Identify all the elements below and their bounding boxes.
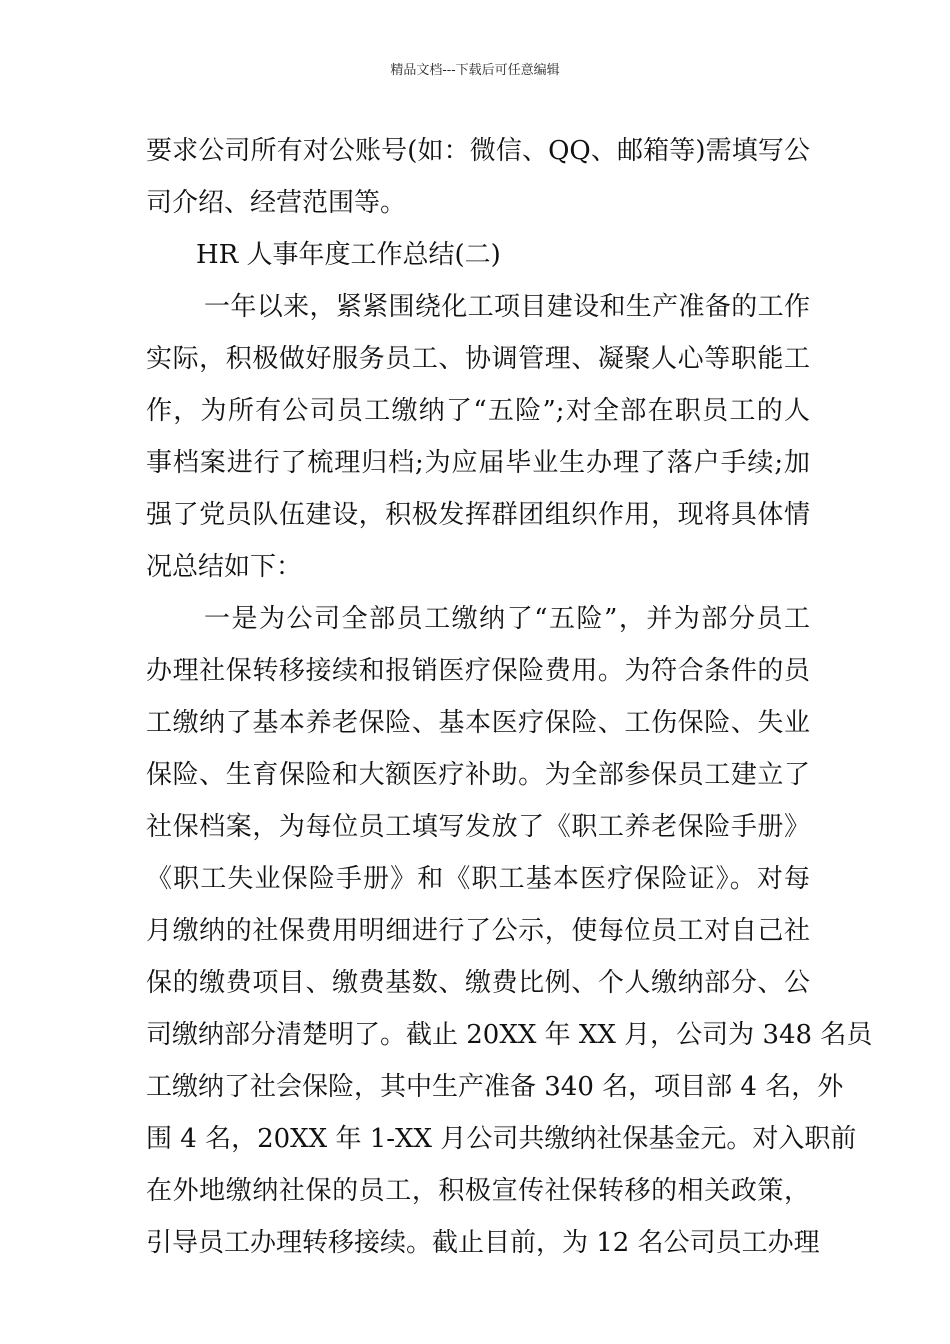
section-heading: HR 人事年度工作总结(二): [196, 240, 501, 270]
paragraph-line: 在外地缴纳社保的员工，积极宣传社保转移的相关政策，: [146, 1176, 810, 1206]
paragraph-line: 引导员工办理转移接续。截止目前，为 12 名公司员工办理: [146, 1228, 820, 1258]
paragraph-line: 月缴纳的社保费用明细进行了公示，使每位员工对自己社: [146, 916, 810, 946]
paragraph-line: 保的缴费项目、缴费基数、缴费比例、个人缴纳部分、公: [146, 968, 810, 998]
paragraph-line: 办理社保转移接续和报销医疗保险费用。为符合条件的员: [146, 656, 810, 686]
paragraph-line: 事档案进行了梳理归档;为应届毕业生办理了落户手续;加: [146, 448, 810, 478]
paragraph-line: 作，为所有公司员工缴纳了“五险”;对全部在职员工的人: [146, 396, 810, 426]
paragraph-line: 一年以来，紧紧围绕化工项目建设和生产准备的工作: [204, 292, 810, 322]
page-header-watermark: 精品文档---下载后可任意编辑: [390, 63, 560, 78]
paragraph-line: 一是为公司全部员工缴纳了“五险”，并为部分员工: [204, 604, 810, 634]
paragraph-line: 司缴纳部分清楚明了。截止 20XX 年 XX 月，公司为 348 名员: [146, 1020, 873, 1050]
paragraph-line: 强了党员队伍建设，积极发挥群团组织作用，现将具体情: [146, 500, 810, 530]
paragraph-line: 工缴纳了社会保险，其中生产准备 340 名，项目部 4 名，外: [146, 1072, 844, 1102]
document-body: [146, 125, 873, 1269]
paragraph-line: 社保档案，为每位员工填写发放了《职工养老保险手册》: [146, 812, 810, 842]
paragraph-line: 司介绍、经营范围等。: [146, 188, 407, 218]
paragraph-line: 工缴纳了基本养老保险、基本医疗保险、工伤保险、失业: [146, 708, 810, 738]
paragraph-line: 况总结如下：: [146, 552, 303, 582]
paragraph-line: 《职工失业保险手册》和《职工基本医疗保险证》。对每: [146, 864, 810, 894]
paragraph-line: 要求公司所有对公账号(如：微信、QQ、邮箱等)需填写公: [146, 136, 810, 166]
paragraph-line: 围 4 名，20XX 年 1-XX 月公司共缴纳社保基金元。对入职前: [146, 1124, 857, 1154]
paragraph-line: 实际，积极做好服务员工、协调管理、凝聚人心等职能工: [146, 344, 810, 374]
paragraph-line: 保险、生育保险和大额医疗补助。为全部参保员工建立了: [146, 760, 810, 790]
